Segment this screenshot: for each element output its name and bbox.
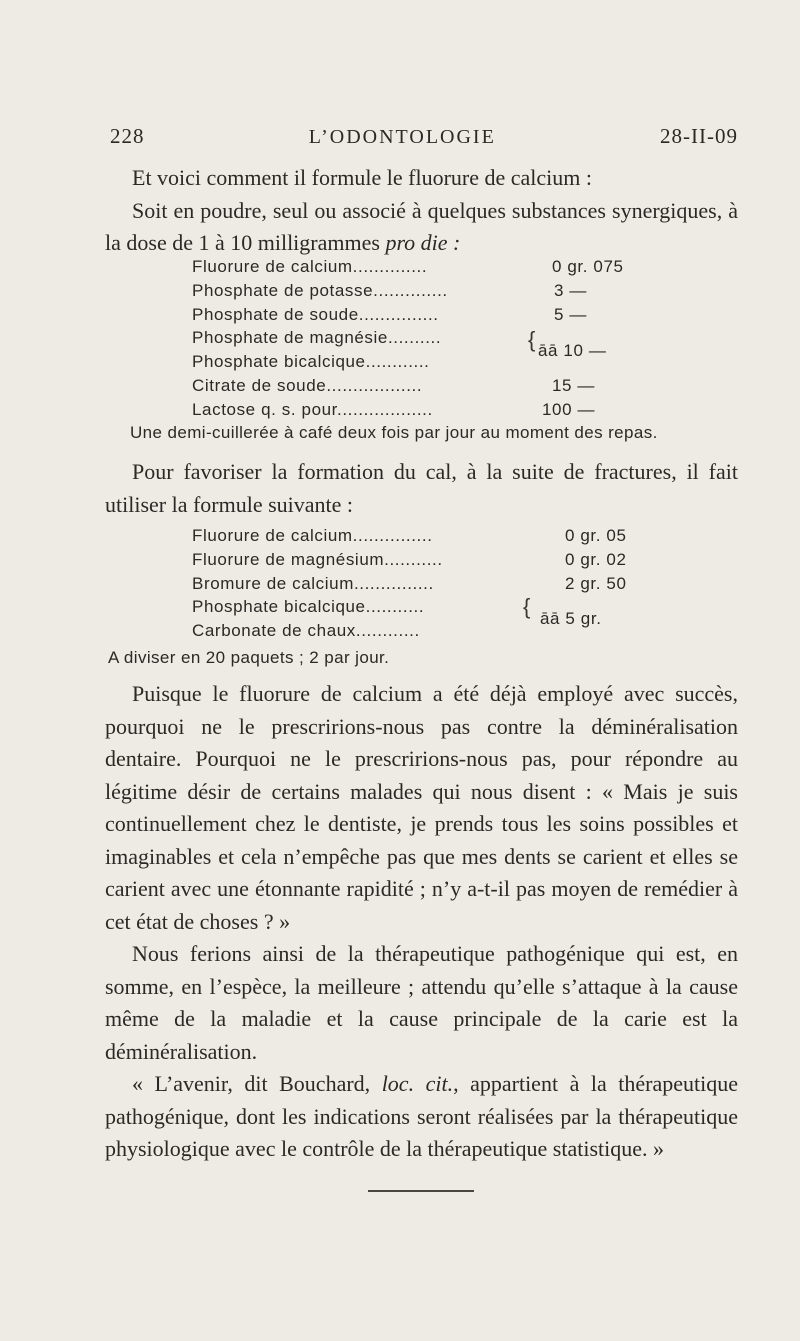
end-rule — [368, 1190, 474, 1192]
recipe-row: Fluorure de magnésium........... 0 gr. 02 — [192, 549, 627, 569]
recipe-row: Phosphate bicalcique............ — [192, 352, 430, 372]
recipe-note: A diviser en 20 paquets ; 2 par jour. — [108, 648, 390, 667]
running-header — [110, 124, 738, 149]
paragraph: Nous ferions ainsi de la thérapeutique pathogénique qui est, en somme, en l’espèce, la meilleure ; attendu qu’elle s’attaque à la cause même de la maladie et la cause principale de la carie est la déminéralisation. — [105, 941, 738, 1064]
recipe-row: Citrate de soude.................. 15 — — [192, 375, 596, 395]
recipe-row: Fluorure de calcium............... 0 gr. 05 — [192, 526, 627, 545]
recipe-row: Phosphate de potasse.............. 3 — — [192, 280, 587, 300]
recipe-one — [192, 255, 672, 422]
recipe-row: Phosphate bicalcique........... — [192, 597, 425, 617]
page-number: 228 — [110, 124, 145, 148]
intro-text: Soit en poudre, seul ou associé à quelques substances synergiques, à la dose de 1 à 10 milligrammes — [105, 197, 738, 255]
journal-title: L’ODONTOLOGIE — [308, 126, 496, 148]
mid-paragraph-block — [105, 456, 738, 521]
intro-line: Et voici comment il formule le fluorure de calcium : — [132, 165, 593, 190]
recipe-row: Bromure de calcium............... 2 gr. 50 — [192, 573, 627, 593]
main-text — [105, 678, 738, 1166]
intro-block — [105, 162, 738, 260]
brace: { — [523, 594, 531, 619]
mid-paragraph: Pour favoriser la formation du cal, à la suite de fractures, il fait utiliser la formule suivante : — [105, 459, 738, 517]
issue-date: 28-II-09 — [660, 124, 738, 148]
recipe-row: Fluorure de calcium.............. 0 gr. 075 — [192, 257, 624, 276]
recipe-note: Une demi-cuillerée à café deux fois par jour au moment des repas. — [130, 423, 658, 442]
recipe-row: Carbonate de chaux............ — [192, 621, 420, 641]
intro-italic: pro die : — [385, 230, 461, 255]
recipe-row: Phosphate de soude............... 5 — — [192, 304, 587, 324]
paragraph: « L’avenir, dit Bouchard, loc. cit., appartient à la thérapeutique pathogénique, dont les indications seront réalisées par la thérapeutique physiologique avec le contrôle de la thérapeutique statistique. » — [105, 1071, 738, 1161]
recipe-row: Lactose q. s. pour.................. 100 — — [192, 399, 596, 419]
brace: { — [528, 327, 536, 352]
recipe-two — [192, 524, 672, 643]
intro-paragraph — [105, 195, 738, 260]
shared-dose: āā 5 gr. — [540, 609, 602, 628]
recipe-row: Phosphate de magnésie.......... — [192, 328, 442, 348]
shared-dose: āā 10 — — [538, 341, 607, 360]
paragraph: Puisque le fluorure de calcium a été déjà employé avec succès, pourquoi ne le prescririons-nous pas contre la déminéralisation dentaire. Pourquoi ne le prescririons-nous pas, pour répondre au légitime désir de certains malades qui nous disent : « Mais je suis continuellement chez le dentiste, je prends tous les soins possibles et imaginables et cela n’empêche pas que mes dents se carient et elles se carient avec une étonnante rapidité ; n’y a-t-il pas moyen de remédier à cet état de choses ? » — [105, 681, 738, 934]
